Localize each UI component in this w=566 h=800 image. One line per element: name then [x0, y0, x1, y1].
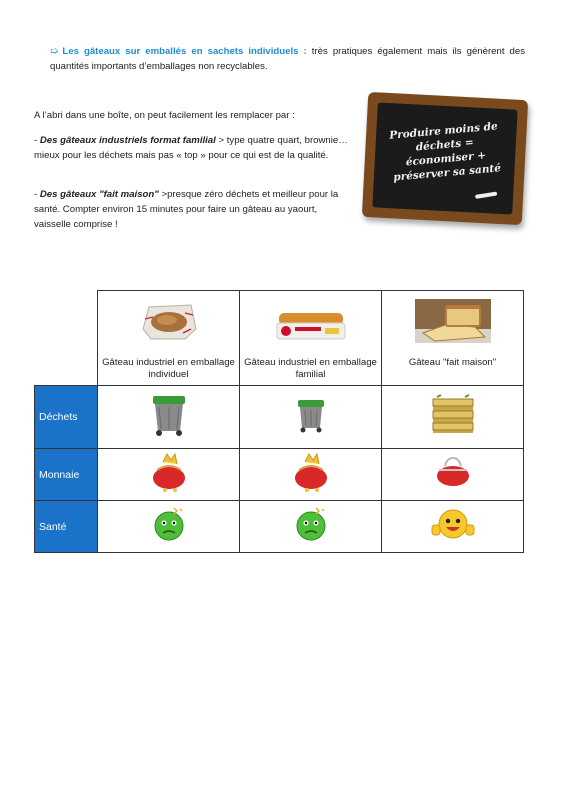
compost-bin-icon [429, 393, 477, 437]
option-text: >presque zéro déchets et meilleur pour la santé. Compter environ 15 minutes pour faire un gâteau au yaourt, vaisselle comprise ! [34, 189, 339, 230]
waste-cell [240, 386, 382, 449]
option-title: Des gâteaux industriels format familial [39, 135, 216, 146]
chalkboard [362, 92, 528, 225]
family-cake-pack-icon [240, 309, 381, 347]
table-row-dechets [35, 386, 524, 449]
option-text: > type quatre quart, brownie… mieux pour les déchets mais pas « top » pour ce qui est de la qualité. [34, 135, 348, 161]
money-cell [98, 449, 240, 501]
row-label: Déchets [35, 386, 98, 449]
waste-cell [98, 386, 240, 449]
money-cell [382, 449, 524, 501]
homemade-cake-icon [382, 299, 523, 347]
row-label: Monnaie [35, 449, 98, 501]
table-header-row [35, 291, 524, 386]
arrow-bullet-icon: ➯ [50, 46, 59, 57]
option-prefix: - [34, 189, 40, 200]
open-purse-icon [149, 452, 189, 492]
option-title: Des gâteaux "fait maison" [39, 189, 159, 200]
table-row-monnaie [35, 449, 524, 501]
chalkboard-text: Produire moins de déchets = économiser + préserver sa santé [388, 120, 502, 184]
intro-text: A l’abri dans une boîte, on peut facilement les remplacer par : [34, 110, 295, 121]
small-trash-bin-icon [294, 396, 328, 434]
money-cell [240, 449, 382, 501]
column-fait-maison [382, 291, 524, 386]
happy-thumbs-up-face-icon [430, 505, 476, 543]
chalk-icon [475, 192, 497, 199]
row-label: Santé [35, 501, 98, 553]
open-purse-icon [291, 452, 331, 492]
health-cell [382, 501, 524, 553]
sick-face-icon [292, 505, 330, 543]
bullet-lead: Les gâteaux sur emballés en sachets individuels : [62, 46, 307, 57]
large-trash-bin-icon [149, 393, 189, 437]
table-row-sante [35, 501, 524, 553]
table-corner [35, 291, 98, 386]
column-label: Gâteau industriel en emballage individuel [102, 357, 235, 380]
column-familial [240, 291, 382, 386]
bullet-text: très pratiques également mais ils génèrent des quantités importants d’emballages non recyclables. [50, 46, 525, 72]
option-familial [34, 133, 349, 163]
individual-cake-icon [98, 299, 239, 347]
column-label: Gâteau "fait maison" [408, 357, 497, 368]
health-cell [98, 501, 240, 553]
comparison-table [34, 290, 524, 553]
column-individuel [98, 291, 240, 386]
column-label: Gâteau industriel en emballage familial [244, 357, 377, 380]
sick-face-icon [150, 505, 188, 543]
chalkboard-surface [372, 102, 517, 214]
closed-purse-icon [433, 456, 473, 488]
waste-cell [382, 386, 524, 449]
option-prefix: - [34, 135, 40, 146]
option-fait-maison [34, 187, 349, 232]
intro-bullet [50, 44, 525, 74]
health-cell [240, 501, 382, 553]
